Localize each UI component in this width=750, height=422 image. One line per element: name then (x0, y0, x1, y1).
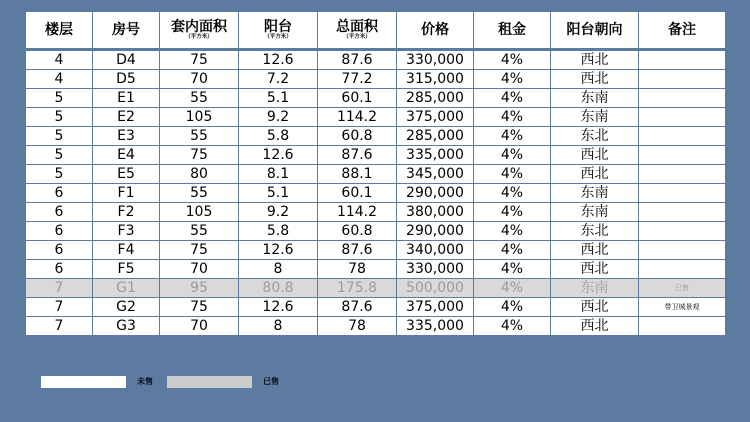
inner-area-cell: 55 (160, 89, 239, 108)
header-row (26, 12, 726, 50)
floor-cell: 7 (26, 298, 93, 317)
note-cell (639, 70, 726, 89)
rent-cell: 4% (474, 146, 551, 165)
orientation-cell: 东南 (551, 184, 639, 203)
floor-cell: 7 (26, 317, 93, 336)
column-header-label: 阳台 (264, 18, 292, 35)
note-cell (639, 203, 726, 222)
note-cell (639, 317, 726, 336)
balcony-cell: 5.8 (239, 127, 318, 146)
column-header-label: 楼层 (45, 22, 73, 38)
column-header (551, 12, 639, 50)
rent-cell: 4% (474, 89, 551, 108)
balcony-cell: 12.6 (239, 146, 318, 165)
table-row (26, 260, 726, 279)
inner-area-cell: 70 (160, 317, 239, 336)
column-header-label: 价格 (421, 22, 449, 38)
total-area-cell: 87.6 (318, 146, 397, 165)
price-cell: 380,000 (397, 203, 474, 222)
balcony-cell: 8.1 (239, 165, 318, 184)
orientation-cell: 东北 (551, 222, 639, 241)
orientation-cell: 东南 (551, 279, 639, 298)
column-header-label: 套内面积 (171, 18, 227, 35)
note-cell (639, 222, 726, 241)
total-area-cell: 175.8 (318, 279, 397, 298)
price-cell: 330,000 (397, 260, 474, 279)
balcony-cell: 80.8 (239, 279, 318, 298)
table-row (26, 127, 726, 146)
note-cell (639, 165, 726, 184)
price-cell: 290,000 (397, 222, 474, 241)
inner-area-cell: 75 (160, 298, 239, 317)
room-cell: F4 (93, 241, 160, 260)
rent-cell: 4% (474, 203, 551, 222)
rent-cell: 4% (474, 222, 551, 241)
inner-area-cell: 95 (160, 279, 239, 298)
balcony-cell: 5.1 (239, 184, 318, 203)
balcony-cell: 7.2 (239, 70, 318, 89)
price-cell: 375,000 (397, 298, 474, 317)
inner-area-cell: 55 (160, 184, 239, 203)
note-cell: 带卫城景观 (639, 298, 726, 317)
note-cell (639, 108, 726, 127)
room-cell: E5 (93, 165, 160, 184)
balcony-cell: 12.6 (239, 298, 318, 317)
note-cell (639, 260, 726, 279)
room-cell: F5 (93, 260, 160, 279)
table-row (26, 89, 726, 108)
table-row (26, 165, 726, 184)
rent-cell: 4% (474, 298, 551, 317)
orientation-cell: 西北 (551, 260, 639, 279)
column-header (26, 12, 93, 50)
note-cell (639, 127, 726, 146)
room-cell: G3 (93, 317, 160, 336)
table-row-sold (26, 279, 726, 298)
orientation-cell: 东南 (551, 108, 639, 127)
floor-cell: 6 (26, 241, 93, 260)
total-area-cell: 87.6 (318, 298, 397, 317)
balcony-cell: 12.6 (239, 241, 318, 260)
rent-cell: 4% (474, 279, 551, 298)
inner-area-cell: 55 (160, 127, 239, 146)
orientation-cell: 西北 (551, 241, 639, 260)
column-header-label: 阳台朝向 (566, 22, 623, 38)
rent-cell: 4% (474, 260, 551, 279)
apartment-price-table-container (25, 11, 725, 336)
price-cell: 290,000 (397, 184, 474, 203)
column-header-label: 总面积 (336, 18, 378, 35)
total-area-cell: 88.1 (318, 165, 397, 184)
room-cell: E3 (93, 127, 160, 146)
inner-area-cell: 105 (160, 203, 239, 222)
rent-cell: 4% (474, 50, 551, 70)
table-row (26, 298, 726, 317)
price-cell: 500,000 (397, 279, 474, 298)
legend-swatch-unsold (41, 376, 126, 388)
rent-cell: 4% (474, 241, 551, 260)
total-area-cell: 78 (318, 317, 397, 336)
note-cell: 已售 (639, 279, 726, 298)
table-row (26, 222, 726, 241)
inner-area-cell: 105 (160, 108, 239, 127)
orientation-cell: 东南 (551, 203, 639, 222)
table-row (26, 70, 726, 89)
total-area-cell: 78 (318, 260, 397, 279)
floor-cell: 4 (26, 50, 93, 70)
floor-cell: 6 (26, 260, 93, 279)
rent-cell: 4% (474, 127, 551, 146)
note-cell (639, 184, 726, 203)
note-cell (639, 50, 726, 70)
column-header-label: 备注 (668, 22, 696, 38)
balcony-cell: 9.2 (239, 203, 318, 222)
orientation-cell: 西北 (551, 50, 639, 70)
balcony-cell: 8 (239, 317, 318, 336)
inner-area-cell: 75 (160, 241, 239, 260)
price-cell: 345,000 (397, 165, 474, 184)
table-row (26, 184, 726, 203)
balcony-cell: 9.2 (239, 108, 318, 127)
legend-label-sold: 已售 (263, 377, 279, 386)
floor-cell: 4 (26, 70, 93, 89)
price-cell: 315,000 (397, 70, 474, 89)
balcony-cell: 8 (239, 260, 318, 279)
room-cell: E1 (93, 89, 160, 108)
floor-cell: 5 (26, 127, 93, 146)
note-cell (639, 241, 726, 260)
floor-cell: 7 (26, 279, 93, 298)
table-row (26, 203, 726, 222)
column-header (474, 12, 551, 50)
table-row (26, 146, 726, 165)
balcony-cell: 12.6 (239, 50, 318, 70)
orientation-cell: 西北 (551, 146, 639, 165)
table-body (26, 50, 726, 336)
price-cell: 335,000 (397, 317, 474, 336)
inner-area-cell: 80 (160, 165, 239, 184)
rent-cell: 4% (474, 184, 551, 203)
room-cell: F1 (93, 184, 160, 203)
total-area-cell: 87.6 (318, 50, 397, 70)
note-cell (639, 146, 726, 165)
rent-cell: 4% (474, 165, 551, 184)
total-area-cell: 77.2 (318, 70, 397, 89)
orientation-cell: 西北 (551, 70, 639, 89)
total-area-cell: 114.2 (318, 203, 397, 222)
balcony-cell: 5.1 (239, 89, 318, 108)
room-cell: E4 (93, 146, 160, 165)
total-area-cell: 87.6 (318, 241, 397, 260)
orientation-cell: 东北 (551, 127, 639, 146)
price-cell: 375,000 (397, 108, 474, 127)
rent-cell: 4% (474, 317, 551, 336)
room-cell: F2 (93, 203, 160, 222)
total-area-cell: 60.1 (318, 89, 397, 108)
rent-cell: 4% (474, 70, 551, 89)
orientation-cell: 东南 (551, 89, 639, 108)
table-row (26, 317, 726, 336)
room-cell: D5 (93, 70, 160, 89)
table-row (26, 50, 726, 70)
orientation-cell: 西北 (551, 298, 639, 317)
column-header (93, 12, 160, 50)
room-cell: E2 (93, 108, 160, 127)
column-header (397, 12, 474, 50)
inner-area-cell: 70 (160, 260, 239, 279)
room-cell: F3 (93, 222, 160, 241)
orientation-cell: 西北 (551, 165, 639, 184)
price-cell: 340,000 (397, 241, 474, 260)
column-header (239, 12, 318, 50)
price-cell: 330,000 (397, 50, 474, 70)
floor-cell: 5 (26, 146, 93, 165)
column-header-unit: （平方米） (343, 33, 371, 40)
apartment-price-table (25, 11, 726, 336)
table-row (26, 241, 726, 260)
orientation-cell: 西北 (551, 317, 639, 336)
column-header-unit: （平方米） (264, 33, 292, 40)
floor-cell: 5 (26, 165, 93, 184)
room-cell: G1 (93, 279, 160, 298)
column-header-label: 房号 (112, 22, 140, 38)
floor-cell: 5 (26, 89, 93, 108)
total-area-cell: 60.1 (318, 184, 397, 203)
floor-cell: 6 (26, 184, 93, 203)
legend-swatch-sold (167, 376, 252, 388)
floor-cell: 5 (26, 108, 93, 127)
table-row (26, 108, 726, 127)
total-area-cell: 114.2 (318, 108, 397, 127)
total-area-cell: 60.8 (318, 222, 397, 241)
inner-area-cell: 75 (160, 146, 239, 165)
price-cell: 335,000 (397, 146, 474, 165)
rent-cell: 4% (474, 108, 551, 127)
room-cell: D4 (93, 50, 160, 70)
price-cell: 285,000 (397, 127, 474, 146)
column-header (318, 12, 397, 50)
inner-area-cell: 75 (160, 50, 239, 70)
column-header (160, 12, 239, 50)
inner-area-cell: 70 (160, 70, 239, 89)
column-header-unit: （平方米） (185, 33, 213, 40)
floor-cell: 6 (26, 203, 93, 222)
total-area-cell: 60.8 (318, 127, 397, 146)
floor-cell: 6 (26, 222, 93, 241)
inner-area-cell: 55 (160, 222, 239, 241)
price-cell: 285,000 (397, 89, 474, 108)
room-cell: G2 (93, 298, 160, 317)
column-header (639, 12, 726, 50)
table-header (26, 12, 726, 50)
balcony-cell: 5.8 (239, 222, 318, 241)
legend-label-unsold: 未售 (137, 377, 153, 386)
note-cell (639, 89, 726, 108)
column-header-label: 租金 (498, 22, 526, 38)
